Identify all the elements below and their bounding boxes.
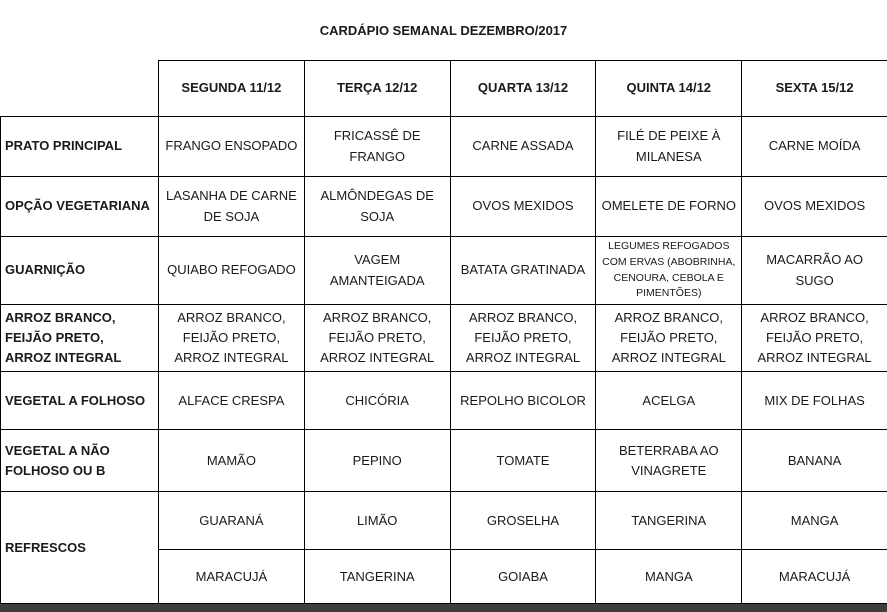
row-label: VEGETAL A NÃO FOLHOSO OU B — [1, 430, 159, 492]
menu-cell: CHICÓRIA — [304, 372, 450, 430]
table-row — [1, 430, 887, 492]
menu-cell: PEPINO — [304, 430, 450, 492]
row-label: GUARNIÇÃO — [1, 237, 159, 305]
menu-cell: FILÉ DE PEIXE À MILANESA — [596, 117, 742, 177]
table-row — [1, 237, 887, 305]
menu-cell: VAGEM AMANTEIGADA — [304, 237, 450, 305]
menu-cell: BATATA GRATINADA — [450, 237, 596, 305]
menu-cell: ARROZ BRANCO, FEIJÃO PRETO, ARROZ INTEGRAL — [450, 305, 596, 372]
menu-cell: QUIABO REFOGADO — [159, 237, 305, 305]
menu-cell: LIMÃO — [304, 492, 450, 550]
table-row — [1, 305, 887, 372]
menu-cell: CARNE ASSADA — [450, 117, 596, 177]
menu-cell: BANANA — [742, 430, 887, 492]
menu-cell: ACELGA — [596, 372, 742, 430]
bottom-bar — [0, 604, 887, 612]
menu-cell: MARACUJÁ — [159, 550, 305, 604]
menu-cell: GOIABA — [450, 550, 596, 604]
menu-cell: GUARANÁ — [159, 492, 305, 550]
row-label: REFRESCOS — [1, 492, 159, 604]
header-row — [1, 61, 887, 117]
menu-cell: ARROZ BRANCO, FEIJÃO PRETO, ARROZ INTEGRAL — [742, 305, 887, 372]
menu-cell: MANGA — [742, 492, 887, 550]
menu-cell: ARROZ BRANCO, FEIJÃO PRETO, ARROZ INTEGRAL — [304, 305, 450, 372]
menu-cell: OVOS MEXIDOS — [450, 177, 596, 237]
menu-cell: TOMATE — [450, 430, 596, 492]
table-row — [1, 372, 887, 430]
menu-cell: MIX DE FOLHAS — [742, 372, 887, 430]
page-title: CARDÁPIO SEMANAL DEZEMBRO/2017 — [319, 22, 568, 38]
menu-cell: ARROZ BRANCO, FEIJÃO PRETO, ARROZ INTEGRAL — [159, 305, 305, 372]
row-label: ARROZ BRANCO, FEIJÃO PRETO, ARROZ INTEGRAL — [1, 305, 159, 372]
menu-cell: FRANGO ENSOPADO — [159, 117, 305, 177]
menu-cell: LASANHA DE CARNE DE SOJA — [159, 177, 305, 237]
column-header: QUARTA 13/12 — [450, 61, 596, 117]
column-header: TERÇA 12/12 — [304, 61, 450, 117]
row-label: OPÇÃO VEGETARIANA — [1, 177, 159, 237]
menu-cell: TANGERINA — [596, 492, 742, 550]
menu-cell: LEGUMES REFOGADOS COM ERVAS (ABOBRINHA, CENOURA, CEBOLA E PIMENTÕES) — [596, 237, 742, 305]
menu-cell: ARROZ BRANCO, FEIJÃO PRETO, ARROZ INTEGRAL — [596, 305, 742, 372]
column-header: SEXTA 15/12 — [742, 61, 887, 117]
menu-cell: MAMÃO — [159, 430, 305, 492]
menu-cell: TANGERINA — [304, 550, 450, 604]
menu-cell: REPOLHO BICOLOR — [450, 372, 596, 430]
menu-cell: BETERRABA AO VINAGRETE — [596, 430, 742, 492]
menu-cell: MACARRÃO AO SUGO — [742, 237, 887, 305]
corner-cell — [1, 61, 159, 117]
menu-table — [0, 60, 887, 604]
column-header: SEGUNDA 11/12 — [159, 61, 305, 117]
menu-cell: GROSELHA — [450, 492, 596, 550]
menu-cell: ALFACE CRESPA — [159, 372, 305, 430]
column-header: QUINTA 14/12 — [596, 61, 742, 117]
menu-table-body — [1, 117, 887, 604]
menu-table-head — [1, 61, 887, 117]
menu-cell: MARACUJÁ — [742, 550, 887, 604]
menu-cell: FRICASSÊ DE FRANGO — [304, 117, 450, 177]
row-label: PRATO PRINCIPAL — [1, 117, 159, 177]
menu-cell: CARNE MOÍDA — [742, 117, 887, 177]
table-row — [1, 117, 887, 177]
menu-cell: MANGA — [596, 550, 742, 604]
menu-cell: OVOS MEXIDOS — [742, 177, 887, 237]
menu-cell: ALMÔNDEGAS DE SOJA — [304, 177, 450, 237]
table-row — [1, 492, 887, 550]
menu-cell: OMELETE DE FORNO — [596, 177, 742, 237]
row-label: VEGETAL A FOLHOSO — [1, 372, 159, 430]
table-row — [1, 177, 887, 237]
